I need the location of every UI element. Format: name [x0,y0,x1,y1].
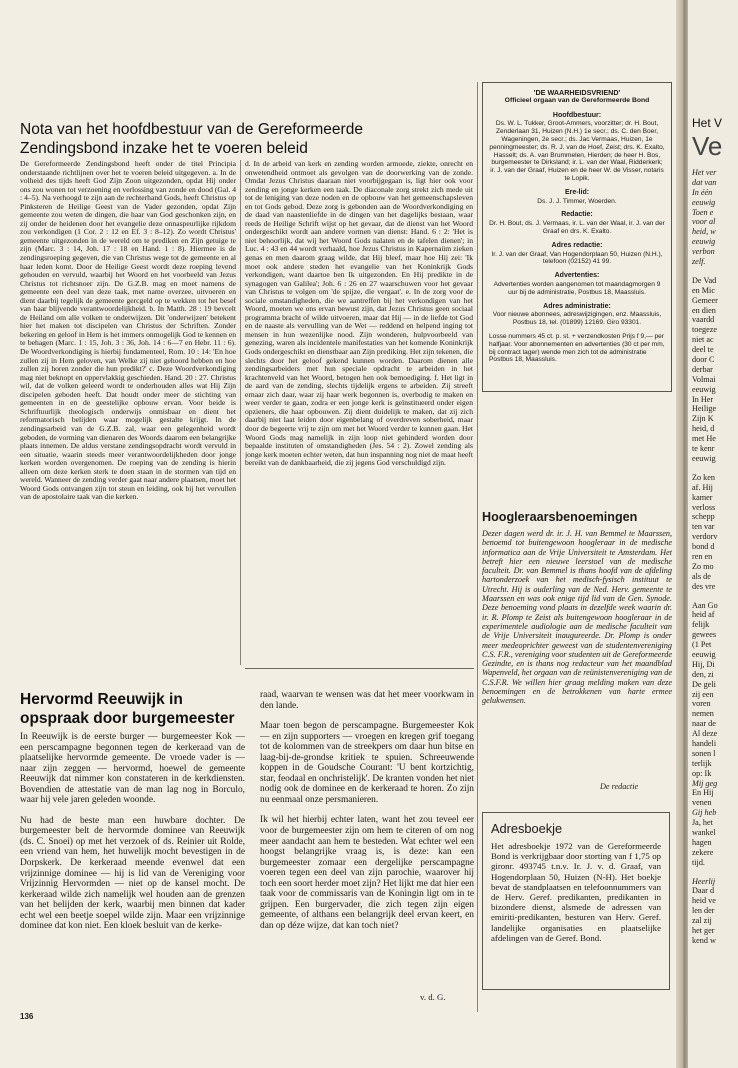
next-page-text [692,168,738,946]
next-page-line: als de [692,571,711,581]
next-page-line: op: Ik [692,768,712,778]
next-page-line: Gij heb [692,808,717,818]
next-page-line: eeuwig [692,197,716,207]
next-page-line [692,267,738,276]
masthead-hoofdbestuur-label: Hoofdbestuur: [552,111,602,119]
next-page-line: In Her [692,394,714,404]
next-page-line: eeuwig [692,453,716,463]
section-divider [245,668,474,669]
next-page-line: verdorv [692,532,718,542]
column-divider [240,160,241,665]
next-page-line: heid af [692,610,715,620]
hervormd-paragraph: Nu had de beste man een huwbare dochter. De burgemeester belt de hervormde dominee van Reeuwijk (ds. C. Snoei) op met het verzoek of ds. Reinier uit Rolde, een vriend van hem, het huwelijk mocht bevestigen in de Dorpskerk. De kerkeraad meende evenwel dat een vrijzinnige dominee — hij is lid van de Vereniging voor Vrijzinnig Hervormden — niet op de kansel mocht. De kerkeraad wilde zich namelijk wel houden aan de grenzen van het belijden der kerk, waarbij men binnen dat kader echt wel een beetje soepel wilde zijn. Maar een vrijzinnige dominee dat kon niet. Een kloek besluit van de kerke- [20,815,245,932]
adresboekje-text: Het adresboekje 1972 van de Gereformeerde Bond is verkrijgbaar door storting van f 1,75 op gironr. 493745 t.n.v. Ir. J. v. d. Graaf, van Hogendorplaan 50, Huizen (N-H). Het boekje bevat de standplaatsen en telefoonnummers van de Herv. Geref. predikanten, predikanten in bizondere dienst, alsmede de adressen van emiriti-predikanten, besturen van Herv. Geref. landelijke organisaties en plaatselijke afdelingen van de Geref. Bond. [491,841,661,943]
next-page-line: naar de [692,719,716,729]
next-page-line: zal zij [692,916,712,926]
next-page-line: Al deze [692,729,718,739]
next-page-line: gewees [692,630,717,640]
next-page-line: Hij, Di [692,659,715,669]
hervormd-signoff: v. d. G. [420,992,446,1002]
next-page-line: Heerlij [692,876,716,886]
masthead-subtitle: Officieel orgaan van de Gereformeerde Bond [504,96,650,104]
next-page-line: ten var [692,522,715,532]
masthead-advertenties-label: Advertenties: [554,272,600,280]
next-page-line: heid ve [692,896,716,906]
next-page-line: Het ver [692,168,717,177]
hervormd-paragraph: Ik wil het hierbij echter laten, want het zou teveel eer voor de burgemeester zijn om hem te citeren of om nog meer aandacht aan hem te besteden. Wat echter wel een hoogst belangrijke vraag is, is deze: kan een burgemeester zomaar een dergelijke perscampagne voeren tegen een deel van zijn parochie, waarover hij toch een soort herder moet zijn? Het lijkt me dat hier een taak voor de commissaris van de Koningin ligt om in te grijpen. Een burgervader, die zich tegen zijn eigen gemeente, of althans een belangrijk deel ervan keert, en dan op déze wijze, dat kan toch niet? [260,815,474,931]
next-page-line: verloss [692,502,716,512]
next-page-line: niet ac [692,335,714,345]
next-page-line: dat van [692,177,717,187]
next-page-line: den, zi [692,669,714,679]
hoogleraar-signoff: De redactie [600,782,639,791]
hoogleraar-title: Hoogleraarsbenoemingen [482,510,638,524]
hoogleraar-body [482,529,672,797]
next-page-line: eeuwig [692,384,716,394]
main-article-text-1: De Gereformeerde Zendingsbond heeft onder de titel Principia onderstaande richtlijnen over het te voeren beleid uitgegeven. a. In de volheid des tijds heeft God Zijn Zoon uitgezonden, opdat Hij onder ons zou wonen tot verzoening en verlossing van zonde en dood (Gal. 4 : 4–5). Na verhoogd te zijn aan de rechterhand Gods, heeft Christus op Pinksteren de Heilige Geest van de Vader gezonden, opdat Zijn gemeente zou weten de dingen, die haar van God geschonken zijn, en zij onder de heidenen door het evangelie deze onnaspeurlijke rijkdom zou verkondigen (1 Cor. 2 : 12 en Ef. 3 : 8–12). Zo wordt Christus' gemeente uitgezonden in de wereld om te prediken en Zijn getuige te zijn (Marc. 3 : 14, Joh. 17 : 18 en Hand. 1 : 8). Hiermee is de zendingsroeping gegeven, die van Christus wege tot de gemeente en al haar leden komt. Door de Heilige Geest wordt deze roeping levend gehouden en vervuld, waarbij het Woord en het voorbeeld van Jezus Christus tot richtsnoer zijn. De G.Z.B. mag en moet namens de gemeente een deel van deze taak, met name overzee, uitvoeren en dient daarbij tegelijk de gemeente gercgeld op te wekken tot het besef van haar blijvende verantwoordelijkheid. b. In Matth. 28 : 19 bevcelt de Heiland om alle volken te onderwijzen. Dit 'onderwijzen' betekent hier het maken tot discipelen van Christus der Schriften. Zonder bekering en geloof in Hem is het immers onmogelijk God te kennen en te behagen (Marc. 1 : 15, Joh. 3 : 36, Joh. 14 : 6—7 en Hebr. 11 : 6). De Woordverkondiging is hierbij fundamenteel, Rom. 10 : 14: 'En hoe zullen zij in Hem geloven, van Welke zij niet gehoord hebben en hoe zullen zij horen zonder die hun predikt?' c. Deze Woordverkondiging mag niet beknopt en oppervlakkig geschieden. Hand. 20 : 27. Christus wil, dat de volken geleerd wordt te onderhouden alles wat Hij Zijn discipelen geboden heeft. Dat houdt onder meer de stichting van gemeenten in en de geestelijke opbouw ervan. Voor beide is Schriftuurlijk theologisch onderwijs onmisbaar en dient het reformatorisch belijden waar mogelijk gestalte krijgt. In de zendingsarbeid van de G.Z.B. zal, waar een gelegenheid wordt geboden, de vorming van dienaren des Woords daarom een belangrijke plaats innemen. De aldus verstane zendingsopdracht wordt vervuld in een situatie, waarin steeds meer verantwoordelijkheden door jonge kerken worden overgenomen. De roeping van de zending is hierin alleen om deze kerken sterk te doen staan in de stormen van tijd en wereld. Wanneer de zending verder gaat naar andere plaatsen, moet het Woord Gods ontvangen zijn tot steun en leiding, ook bij het vervullen van de apostolaire taak van die kerken. [20,160,236,502]
hervormd-paragraph: Maar toen begon de perscampagne. Burgemeester Kok — en zijn supporters — vroegen en kregen grif toegang tot de kolommen van de streekpers om daar hun bitse en laag-bij-de-grondse kritiek te spuien. Schreeuwende koppen in de Goudsche Courant: 'U bent kortzichtig, star, feodaal en onchristelijk'. De kranten vonden het niet nodig ook de dominee en de kerkeraad te horen. Zo zijn nu eenmaal onze persmanieren. [260,721,474,805]
next-page-title-small: Het V [692,116,723,130]
next-page-line: wankel [692,828,716,837]
next-page-line: en Mic [692,285,715,295]
next-page-line: des vre [692,581,716,591]
next-page-line: voren [692,699,711,709]
next-page-line: tijd. [692,857,705,867]
next-page-title-large: Ve [692,131,723,161]
masthead-adres-redactie: Ir. J. van der Graaf, Van Hogendorplaan 50, Huizen (N.H.), telefoon (02152) 41 99. [491,250,663,266]
next-page-line: Zo mo [692,561,714,571]
next-page-line [692,464,738,473]
masthead-redactie: Dr. H. Bout, ds. J. Vermaas, ir. L. van der Waal, ir. J. van der Graaf en drs. K. Exalto. [489,220,665,235]
masthead-advertenties: Advertenties worden aangenomen tot maandagmorgen 9 uur bij de administratie, Postbus 18, Maassluis. [493,280,661,296]
next-page-line: het ger [692,926,715,936]
next-page-line: Zijn K [692,414,714,424]
next-page-line: Heilige [692,404,717,414]
next-page-line: Daar d [692,886,715,896]
next-page-line: Ja, het [692,818,713,828]
main-article-column-2 [245,160,473,665]
page-number: 136 [20,1012,34,1021]
next-page-line: eeuwig [692,237,716,247]
next-page-line: Toen e [692,207,714,217]
next-page-line: kamer [692,492,713,502]
next-page-line: met He [692,434,716,444]
next-page-line: felijk [692,620,710,630]
hervormd-column-1 [20,732,245,1008]
next-page-line: schepp [692,512,715,522]
next-page-line: bond d [692,542,715,552]
hervormd-paragraph: raad, waarvan te wensen was dat het meer voorkwam in den lande. [260,690,474,711]
next-page-line: vaardd [692,315,715,325]
masthead-title: 'DE WAARHEIDSVRIEND' [533,88,621,97]
main-article-text-2: d. In de arbeid van kerk en zending worden armoede, ziekte, onrecht en onwetendheid ontmoet als gevolgen van de doorwerking van de zonde. Omdat Jezus Christus daaraan niet voorbijgegaan is, ligt hier ook voor zending en jonge kerken een taak. De diaconale zorg strekt zich mede uit tot de leniging van deze noden en de opbouw van het gemeenschapsleven en tot Gods gebod. Deze zorg is gebonden aan de Woordverkondiging en de daad van naastenliefde in de dingen van het dagelijks bestaan, waar reeds de Heilige Schrift wijst op het gevaar, dat de dienst van het Woord ondergeschikt wordt aan andere vormen van dienst: Hand. 6 : 2: 'Het is niet behoorlijk, dat wij het Woord Gods nalaten en de tafelen dienen'; in Luc. 4 : 43 en 44 wordt verhaald, hoe Jezus Christus in Kapernaüm zieken genas en men daarom graag wilde, dat Hij bleef, maar hoe Hij zei: 'Ik moet ook andere steden het evangelie van het Koninkrijk Gods verkondigen, want daartoe ben Ik uitgezonden. En Hij predikte in de synagogen van Galilea'; Joh. 6 : 26 en 27 waarschuwen voor het gevaar van Christus te volgen om 'de spijze, die vergaat'. e. In de zorg voor de sociale omstandigheden, die we aantreffen bij het verkondigen van het Woord, moeten we ons ervan bewust zijn, dat Jezus Christus geen sociaal programma bracht of wilde uitvoeren, maar dat Hij — in de liefde tot God en de naaste als vervulling van de Wet — reddend en helpend inging tot mensen in hun wezenlijke nood. Zijn wonderen, hulpvoorbeeld van genezing, waren als incidentele manifestaties van het komende Koninkrijk Gods ondergeschikt en dienstbaar aan Zijn prediking. Het zijn tekenen, die slechts door het geloof gekend kunnen worden. Daarom dienen alle zendingsarbeiders met hun speciale opdracht te arbeiden in het krachtenveld van het Woord, betogen hen ook bemoediging. f. Het ligt in de aard van de zending, slechts tijdelijk ergens te arbeiden. Zij streeft ernaar zich daar, waar zij haar werk begonnen is, overbodig te maken en weer verder te gaan, zodra er een jonge kerk is geïnstitueerd onder eigen opzieners, die haar opbouwen. Zij dient duidelijk te maken, dat zij zich daarbij niet laat leiden door eigenbelang of overdreven soberheid, maar door de begeerte vrij te zijn om met het Woord verder te kunnen gaan. Het Woord Gods mag namelijk in zijn loop niet gehinderd worden door bepaalde instituten of omstandigheden (Jes. 54 : 2). Zowel zending als jonge kerk moeten echter weten, dat hun inspanning nog niet de maat heeft bereikt van de dankbaarheid, die zij jegens God verschuldigd zijn. [245,160,473,468]
next-page-fragment [688,0,738,1068]
next-page-line: kend w [692,935,716,945]
adresboekje-title: Adresboekje [491,821,563,836]
hervormd-paragraph: In Reeuwijk is de eerste burger — burgemeester Kok — een perscampagne begonnen tegen de kerkeraad van de plaatselijke hervormde gemeente. De vroede vader is — naar zijn zeggen — hervormd, hoewel de gemeente Reeuwijk dat nimmer kon constateren in de kerkdiensten. Bovendien de attestatie van de man lag nog in Borculo, waar hij vele jaren geleden woonde. [20,732,245,806]
masthead-administratie-label: Adres administratie: [543,302,611,310]
next-page-line: hagen [692,837,712,847]
next-page-line: En Hij [692,788,714,798]
next-page-line: heid, w [692,227,716,237]
next-page-line: heid, d [692,424,715,434]
next-page-line: In één [692,187,713,197]
next-page-line: zekere [692,847,714,857]
masthead-administratie: Voor nieuwe abonnees, adreswijzigingen, enz. Maassluis, Postbus 18, tel. (01899) 12169. Giro 93301. [492,311,662,327]
next-page-line: terlijk [692,758,712,768]
masthead-erelid: Ds. J. J. Timmer, Woerden. [537,197,617,205]
next-page-line: De Vad [692,275,717,285]
next-page-line: deel te [692,345,714,355]
next-page-line: De geli [692,679,716,689]
next-page-line [692,592,738,601]
hervormd-column-2 [260,690,474,1008]
next-page-line: handeli [692,738,717,748]
next-page-line: sonen l [692,748,716,758]
masthead-hoofdbestuur: Ds. W. L. Tukker, Groot-Ammers, voorzitter; dr. H. Bout, Zenderlaan 31, Huizen (N.H.) 1e secr.; ds. C. den Boer, Wageningen, 2e secr.; ds. Jac Vermaas, Huizen, 1e penningmeester; ds. R. J. van de Hoef, Zeist; drs. K. Exalto, Hasselt; ds. A. van Brummelen, Hierden; de heer H. Bos, burgemeester te Dirksland; ir. L. van der Waal, Ridderkerk; ir. J. van der Graaf, Huizen en de heer W. de Visser, notaris te Lopik. [489,120,665,182]
next-page-line: af. Hij [692,482,713,492]
next-page-line: (1 Pet [692,640,712,650]
masthead-redactie-label: Redactie: [561,211,593,219]
next-page-line: door C [692,355,715,365]
masthead-erelid-label: Ere-lid: [564,188,590,196]
next-page-line: toegeze [692,325,717,335]
next-page-line: zelf. [692,257,706,267]
main-article-title: Nota van het hoofdbestuur van de Gereformeerde Zendingsbond inzake het te voeren beleid [20,121,363,157]
next-page-line [692,868,738,877]
next-page-line: Mij geg [692,778,718,788]
next-page-line: verbon [692,247,715,257]
next-page-line: eeuwig [692,649,716,659]
masthead-losse-nummers: Losse nummers 45 ct. p. st. + verzendkosten Prijs f 9,— per halfjaar. Voor abonnementen en advertenties (30 ct per mm, bij contract lager) wende men zich tot de administratie Postbus 18, Maassluis. [489,332,665,364]
next-page-line: Zo ken [692,472,715,482]
next-page-line: zij een [692,689,714,699]
next-page-line: ren en [692,551,713,561]
adresboekje-box [482,812,670,990]
masthead-box [482,82,672,392]
next-page-line: en dien [692,305,716,315]
next-page-line: Aan Go [692,600,718,610]
hoogleraar-text: Dezer dagen werd dr. ir. J. H. van Bemmel te Maarssen, benoemd tot buitengewoon hoogleraar in de medische informatica aan de Vrije Universiteit te Amsterdam. Het betreft hier een nieuwe leerstoel van de medische faculteit. Dr. van Bemmel is thans hoofd van de afdeling hartonderzoek van het medisch-fysisch instituut te Utrecht. Hij is ouderling van de Ned. Herv. gemeente te Maarssen en was ook enige tijd lid van de Gen. Synode. Deze benoeming vond plaats in dezelfde week waarin dr. ir. R. Plomp te Zeist als buitengewoon hoogleraar in de experimentele audiologie aan de medische faculteit van de Vrije Universiteit inaugureerde. Dr. Plomp is onder meer medeoprichter geweest van de studentenvereniging C.S. F.R., vereniging voor studenten uit de Gereformeerde Gezindte, en is thans nog redacteur van het maandblad Wapenveld, het orgaan van de reünistenvereniging van de C.S.F.R. We willen hier graag melding maken van deze benoemingen en de betrokkenen van harte ermee gelukwensen. [482,529,672,706]
hervormd-article-title: Hervormd Reeuwijk in opspraak door burgemeester [20,691,235,727]
column-divider [477,82,478,1012]
next-page-line: Volmai [692,374,716,384]
next-page-line: derbar [692,364,713,374]
masthead-adres-redactie-label: Adres redactie: [551,241,603,249]
next-page-line: Gemeer [692,295,718,305]
next-page-line: nemen [692,709,714,719]
next-page-line: venen [692,798,712,808]
next-page-line: voor al [692,217,716,227]
next-page-line: te kenr [692,444,715,454]
main-article-column-1 [20,160,236,720]
next-page-line: len der [692,906,715,916]
